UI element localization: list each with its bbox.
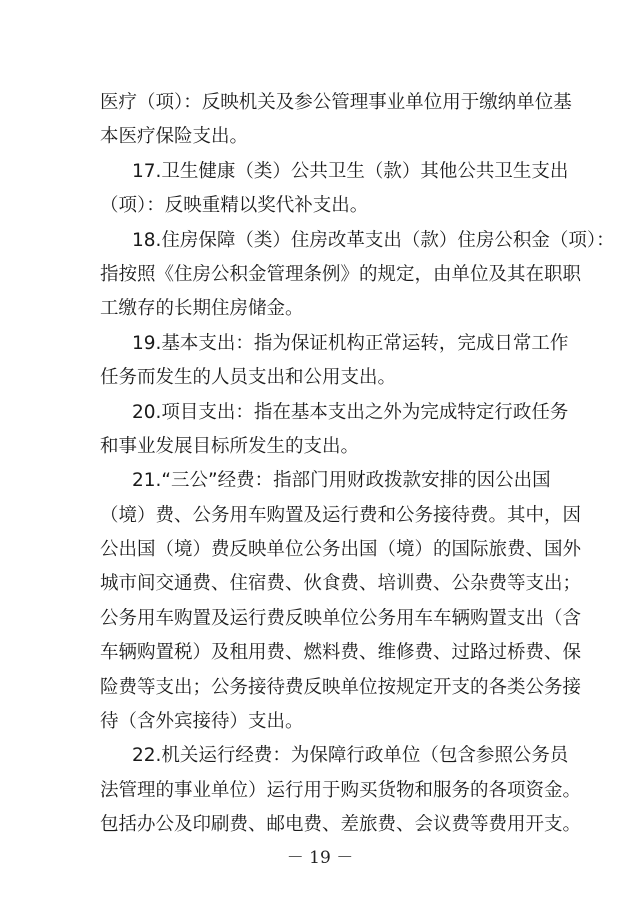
text-line: 18.住房保障（类）住房改革支出（款）住房公积金（项）： [132, 229, 615, 251]
text-line: 公务用车购置及运行费反映单位公务用车车辆购置支出（含 [100, 607, 582, 629]
text-line: 21.“三公”经费：指部门用财政拨款安排的因公出国 [132, 470, 551, 492]
text-line: （项）：反映重精以奖代补支出。 [100, 195, 369, 217]
text-line: 医疗（项）：反映机关及参公管理事业单位用于缴纳单位基 [100, 92, 572, 113]
text-line: 城市间交通费、住宿费、伙食费、培训费、公杂费等支出； [100, 573, 582, 595]
text-line: 20.项目支出：指在基本支出之外为完成特定行政任务 [132, 401, 569, 423]
text-line: 17.卫生健康（类）公共卫生（款）其他公共卫生支出 [132, 160, 569, 182]
text-line: 法管理的事业单位）运行用于购买货物和服务的各项资金。 [100, 779, 582, 801]
text-line: 19.基本支出：指为保证机构正常运转，完成日常工作 [132, 332, 569, 354]
text-line: 指按照《住房公积金管理条例》的规定，由单位及其在职职 [100, 263, 582, 285]
text-line: 待（含外宾接待）支出。 [100, 711, 304, 733]
text-line: 和事业发展目标所发生的支出。 [100, 435, 360, 457]
text-line: 险费等支出；公务接待费反映单位按规定开支的各类公务接 [100, 676, 582, 698]
text-line: （境）费、公务用车购置及运行费和公务接待费。其中，因 [100, 504, 582, 526]
page-number: － 19 － [286, 848, 354, 868]
text-line: 车辆购置税）及租用费、燃料费、维修费、过路过桥费、保 [100, 642, 582, 664]
text-line: 包括办公及印刷费、邮电费、差旅费、会议费等费用开支。 [100, 814, 582, 836]
body-text [100, 86, 615, 843]
text-line: 22.机关运行经费：为保障行政单位（包含参照公务员 [132, 745, 569, 767]
text-line: 任务而发生的人员支出和公用支出。 [100, 367, 397, 389]
text-line: 公出国（境）费反映单位公务出国（境）的国际旅费、国外 [100, 539, 582, 561]
text-line: 本医疗保险支出。 [100, 126, 249, 148]
text-line: 工缴存的长期住房储金。 [100, 298, 304, 320]
